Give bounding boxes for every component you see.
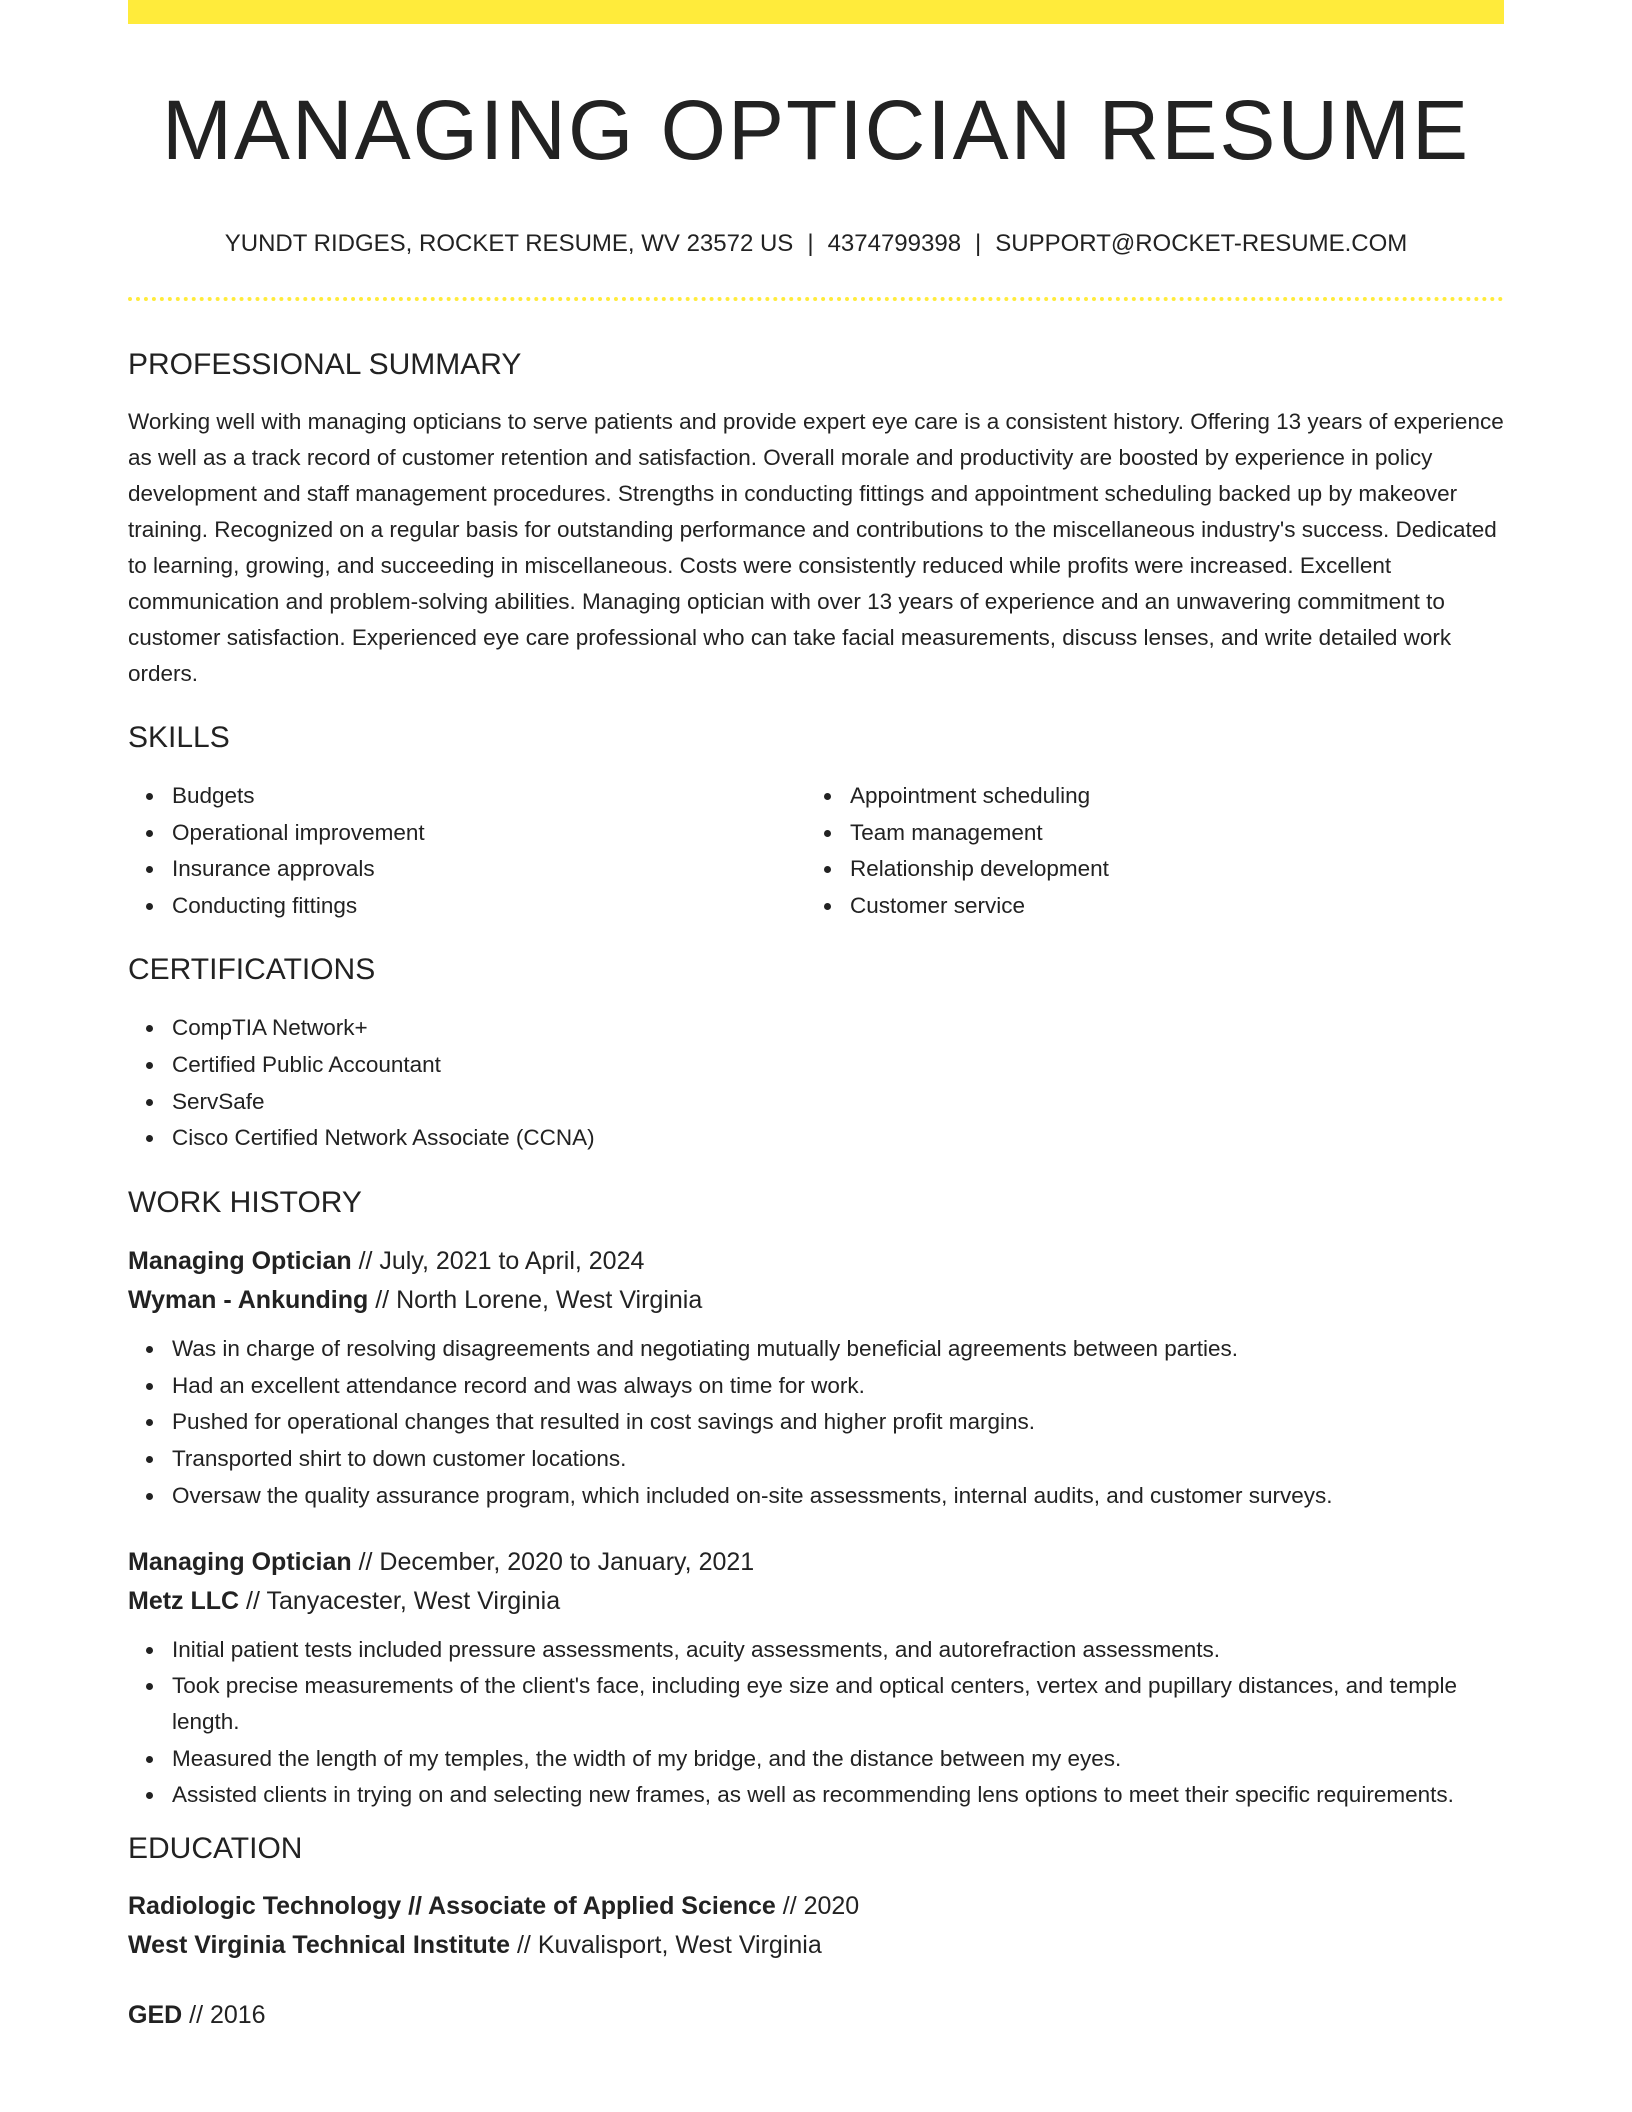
skills-list-right bbox=[806, 778, 1484, 924]
section-title-summary: PROFESSIONAL SUMMARY bbox=[128, 348, 522, 381]
education-location: // Kuvalisport, West Virginia bbox=[510, 1931, 822, 1960]
job-role: Managing Optician bbox=[128, 1547, 352, 1576]
resume-page bbox=[128, 0, 1504, 2035]
contact-separator: | bbox=[807, 230, 814, 257]
resume-title: MANAGING OPTICIAN RESUME bbox=[161, 83, 1471, 177]
certification-item: Certified Public Accountant bbox=[128, 1047, 1504, 1083]
education-degree: Radiologic Technology // Associate of Applied Science bbox=[128, 1892, 776, 1921]
contact-email: SUPPORT@ROCKET-RESUME.COM bbox=[995, 230, 1408, 257]
skill-item: Conducting fittings bbox=[128, 888, 806, 924]
contact-line bbox=[128, 228, 1504, 260]
education-degree-line bbox=[128, 1887, 1504, 1926]
top-accent-bar bbox=[128, 0, 1504, 24]
job-entry bbox=[128, 1543, 1504, 1814]
section-title-work-history: WORK HISTORY bbox=[128, 1186, 362, 1220]
education-degree: GED bbox=[128, 2001, 183, 2030]
job-company-line bbox=[128, 1281, 1504, 1320]
section-title-certifications: CERTIFICATIONS bbox=[128, 953, 376, 987]
education-entry bbox=[128, 1887, 1504, 1965]
section-title-skills: SKILLS bbox=[128, 721, 230, 754]
job-duties-list bbox=[128, 1632, 1504, 1814]
skill-item: Team management bbox=[806, 815, 1484, 851]
contact-phone: 4374799398 bbox=[827, 230, 962, 257]
job-dates: // July, 2021 to April, 2024 bbox=[351, 1247, 645, 1276]
job-duty: Was in charge of resolving disagreements and negotiating mutually beneficial agreements between parties. bbox=[128, 1331, 1504, 1367]
dotted-divider bbox=[128, 297, 1504, 301]
job-duty: Transported shirt to down customer locations. bbox=[128, 1441, 1504, 1477]
skill-item: Customer service bbox=[806, 888, 1484, 924]
skill-item: Operational improvement bbox=[128, 815, 806, 851]
job-company: Metz LLC bbox=[128, 1586, 240, 1615]
skills-grid bbox=[128, 778, 1504, 924]
job-location: // North Lorene, West Virginia bbox=[368, 1286, 703, 1315]
education-entry bbox=[128, 1996, 1504, 2035]
summary-text: Working well with managing opticians to serve patients and provide expert eye care is a consistent history. Offering 13 years of experience as well as a track record of customer retention and satisfaction. Overall morale and productivity are boosted by experience in policy development and staff management procedures. Strengths in conducting fittings and appointment scheduling backed up by makeover training. Recognized on a regular basis for outstanding performance and contributions to the miscellaneous industry's success. Dedicated to learning, growing, and succeeding in miscellaneous. Costs were consistently reduced while profits were increased. Excellent communication and problem-solving abilities. Managing optician with over 13 years of experience and an unwavering commitment to customer satisfaction. Experienced eye care professional who can take facial measurements, discuss lenses, and write detailed work orders. bbox=[128, 409, 1504, 686]
education-degree-line bbox=[128, 1996, 1504, 2035]
job-role: Managing Optician bbox=[128, 1247, 352, 1276]
contact-separator: | bbox=[975, 230, 982, 257]
job-entry bbox=[128, 1242, 1504, 1513]
certifications-list bbox=[128, 1010, 1504, 1156]
certification-item: CompTIA Network+ bbox=[128, 1010, 1504, 1046]
job-company: Wyman - Ankunding bbox=[128, 1286, 369, 1315]
certification-item: ServSafe bbox=[128, 1084, 1504, 1120]
job-duty: Took precise measurements of the client's face, including eye size and optical centers, vertex and pupillary distances, and temple length. bbox=[128, 1668, 1504, 1740]
job-location: // Tanyacester, West Virginia bbox=[239, 1586, 561, 1615]
skill-item: Insurance approvals bbox=[128, 851, 806, 887]
job-dates: // December, 2020 to January, 2021 bbox=[351, 1547, 755, 1576]
job-duty: Measured the length of my temples, the width of my bridge, and the distance between my eyes. bbox=[128, 1741, 1504, 1777]
education-school: West Virginia Technical Institute bbox=[128, 1931, 511, 1960]
job-role-line bbox=[128, 1242, 1504, 1281]
skill-item: Relationship development bbox=[806, 851, 1484, 887]
education-school-line bbox=[128, 1926, 1504, 1965]
job-role-line bbox=[128, 1543, 1504, 1582]
skill-item: Appointment scheduling bbox=[806, 778, 1484, 814]
job-duty: Had an excellent attendance record and was always on time for work. bbox=[128, 1368, 1504, 1404]
job-duty: Assisted clients in trying on and selecting new frames, as well as recommending lens options to meet their specific requirements. bbox=[128, 1777, 1504, 1813]
contact-address: YUNDT RIDGES, ROCKET RESUME, WV 23572 US bbox=[224, 230, 794, 257]
section-title-education: EDUCATION bbox=[128, 1832, 303, 1866]
job-company-line bbox=[128, 1582, 1504, 1621]
skill-item: Budgets bbox=[128, 778, 806, 814]
skills-list-left bbox=[128, 778, 806, 924]
job-duty: Pushed for operational changes that resulted in cost savings and higher profit margins. bbox=[128, 1404, 1504, 1440]
education-year: // 2020 bbox=[775, 1892, 860, 1921]
job-duties-list bbox=[128, 1331, 1504, 1513]
job-duty: Initial patient tests included pressure assessments, acuity assessments, and autorefraction assessments. bbox=[128, 1632, 1504, 1668]
education-year: // 2016 bbox=[182, 2001, 266, 2030]
job-duty: Oversaw the quality assurance program, which included on-site assessments, internal audits, and customer surveys. bbox=[128, 1478, 1504, 1514]
certification-item: Cisco Certified Network Associate (CCNA) bbox=[128, 1120, 1504, 1156]
